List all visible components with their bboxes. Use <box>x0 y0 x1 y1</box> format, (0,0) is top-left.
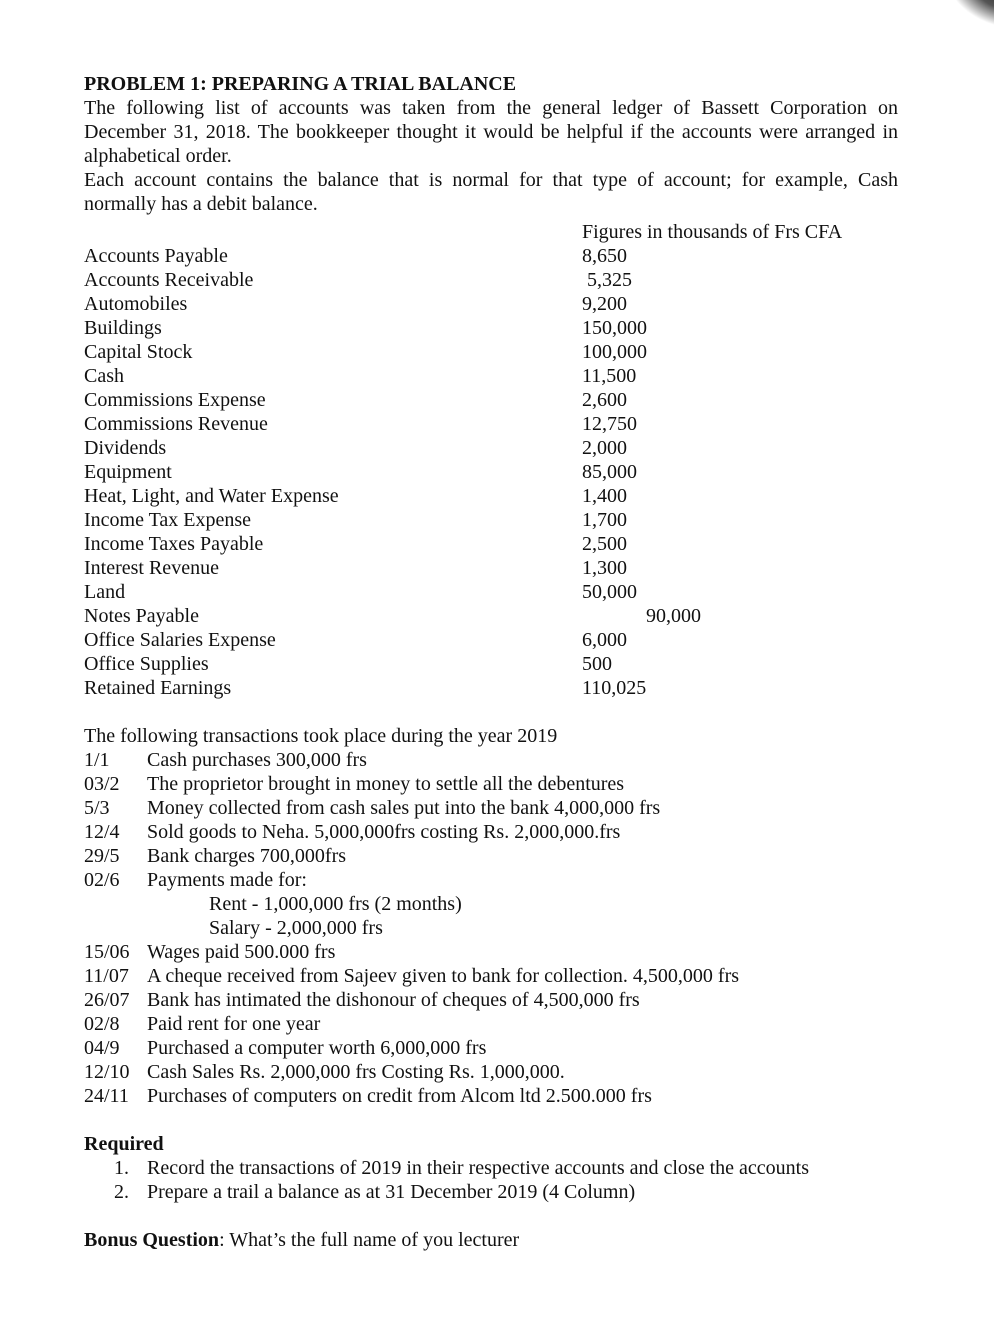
account-value: 2,000 <box>582 437 627 459</box>
transaction-description: Payments made for: <box>147 869 307 891</box>
account-value: 1,300 <box>582 557 627 579</box>
transaction-date: 12/10 <box>84 1061 130 1083</box>
transaction-date: 04/9 <box>84 1037 120 1059</box>
intro-paragraph-1: The following list of accounts was taken from the general ledger of Bassett Corporation on December 31, 2018. The bookkeeper thought it would be helpful if the accounts were arranged in alphabetical order. <box>84 97 898 167</box>
transaction-row <box>84 796 898 820</box>
transaction-date: 02/6 <box>84 869 120 891</box>
transaction-date: 24/11 <box>84 1085 129 1107</box>
transaction-row <box>84 964 898 988</box>
transaction-description: Sold goods to Neha. 5,000,000frs costing Rs. 2,000,000.frs <box>147 821 621 843</box>
account-value: 50,000 <box>582 581 637 603</box>
transaction-description: Wages paid 500.000 frs <box>147 941 336 963</box>
account-row <box>84 556 898 580</box>
account-value: 1,700 <box>582 509 627 531</box>
account-row <box>84 508 898 532</box>
transaction-date: 02/8 <box>84 1013 120 1035</box>
transactions-section <box>84 724 898 1108</box>
required-item-number: 1. <box>114 1157 129 1179</box>
transactions-intro <box>84 724 898 748</box>
account-row <box>84 484 898 508</box>
account-name: Income Taxes Payable <box>84 533 264 555</box>
required-item <box>84 1180 898 1204</box>
required-item <box>84 1156 898 1180</box>
transaction-description: The proprietor brought in money to settle all the debentures <box>147 773 625 795</box>
transaction-description: Paid rent for one year <box>147 1013 321 1035</box>
transaction-description: Cash Sales Rs. 2,000,000 frs Costing Rs. 1,000,000. <box>147 1061 565 1083</box>
account-name: Retained Earnings <box>84 677 232 699</box>
account-value: 500 <box>582 653 612 675</box>
account-name: Dividends <box>84 437 167 459</box>
account-name: Office Supplies <box>84 653 209 675</box>
payment-detail-row <box>84 916 898 940</box>
transaction-description: Bank charges 700,000frs <box>147 845 347 867</box>
account-name: Capital Stock <box>84 341 193 363</box>
payment-detail: Salary - 2,000,000 frs <box>209 917 383 939</box>
document-page <box>84 72 898 1252</box>
account-row <box>84 628 898 652</box>
transaction-row <box>84 940 898 964</box>
account-row <box>84 676 898 700</box>
bonus-text: : What’s the full name of you lecturer <box>219 1229 520 1251</box>
transaction-date: 03/2 <box>84 773 120 795</box>
payment-detail-row <box>84 892 898 916</box>
account-name: Heat, Light, and Water Expense <box>84 485 339 507</box>
transaction-date: 1/1 <box>84 749 110 771</box>
account-name: Commissions Revenue <box>84 413 268 435</box>
account-row <box>84 412 898 436</box>
account-row <box>84 652 898 676</box>
figures-header: Figures in thousands of Frs CFA <box>582 221 843 243</box>
account-value: 8,650 <box>582 245 627 267</box>
account-value: 2,500 <box>582 533 627 555</box>
transaction-description: Bank has intimated the dishonour of cheques of 4,500,000 frs <box>147 989 640 1011</box>
account-row <box>84 292 898 316</box>
transaction-description: Purchases of computers on credit from Alcom ltd 2.500.000 frs <box>147 1085 652 1107</box>
bonus-label: Bonus Question <box>84 1229 220 1251</box>
account-row <box>84 580 898 604</box>
account-name: Accounts Receivable <box>84 269 254 291</box>
account-value: 11,500 <box>582 365 637 387</box>
required-item-text: Record the transactions of 2019 in their respective accounts and close the accounts <box>147 1157 809 1179</box>
account-row <box>84 316 898 340</box>
bonus-question <box>84 1228 898 1252</box>
account-row <box>84 268 898 292</box>
page-corner-shadow <box>936 0 994 32</box>
transaction-description: A cheque received from Sajeev given to bank for collection. 4,500,000 frs <box>147 965 740 987</box>
account-name: Cash <box>84 365 124 387</box>
account-value: 5,325 <box>587 269 632 291</box>
transaction-description: Cash purchases 300,000 frs <box>147 749 367 771</box>
account-value: 12,750 <box>582 413 637 435</box>
required-item-text: Prepare a trail a balance as at 31 December 2019 (4 Column) <box>147 1181 636 1203</box>
account-name: Interest Revenue <box>84 557 219 579</box>
account-name: Commissions Expense <box>84 389 266 411</box>
account-row <box>84 364 898 388</box>
transaction-description: Purchased a computer worth 6,000,000 frs <box>147 1037 487 1059</box>
problem-title: PROBLEM 1: PREPARING A TRIAL BALANCE <box>84 73 517 95</box>
account-name: Income Tax Expense <box>84 509 252 531</box>
transaction-row <box>84 868 898 892</box>
required-item-number: 2. <box>114 1181 129 1203</box>
accounts-list <box>84 220 898 700</box>
transactions-intro-text: The following transactions took place during the year 2019 <box>84 725 558 747</box>
account-row <box>84 460 898 484</box>
account-name: Notes Payable <box>84 605 199 627</box>
transaction-description: Money collected from cash sales put into the bank 4,000,000 frs <box>147 797 661 819</box>
account-row <box>84 532 898 556</box>
account-value: 90,000 <box>646 605 701 627</box>
transaction-row <box>84 988 898 1012</box>
account-name: Office Salaries Expense <box>84 629 276 651</box>
transaction-row <box>84 1036 898 1060</box>
transaction-date: 5/3 <box>84 797 110 819</box>
required-section <box>84 1132 898 1204</box>
account-value: 2,600 <box>582 389 627 411</box>
account-row <box>84 340 898 364</box>
transaction-row <box>84 1012 898 1036</box>
transaction-row <box>84 820 898 844</box>
transaction-date: 29/5 <box>84 845 120 867</box>
required-title: Required <box>84 1133 164 1155</box>
transaction-row <box>84 748 898 772</box>
account-name: Equipment <box>84 461 172 483</box>
account-value: 85,000 <box>582 461 637 483</box>
account-name: Accounts Payable <box>84 245 228 267</box>
account-name: Automobiles <box>84 293 188 315</box>
account-row <box>84 244 898 268</box>
payment-detail: Rent - 1,000,000 frs (2 months) <box>209 893 462 915</box>
account-value: 9,200 <box>582 293 627 315</box>
account-row <box>84 388 898 412</box>
transaction-row <box>84 1060 898 1084</box>
account-value: 150,000 <box>582 317 647 339</box>
transaction-row <box>84 772 898 796</box>
transaction-row <box>84 844 898 868</box>
transaction-date: 11/07 <box>84 965 129 987</box>
account-value: 6,000 <box>582 629 627 651</box>
account-name: Buildings <box>84 317 162 339</box>
account-value: 100,000 <box>582 341 647 363</box>
account-row <box>84 604 898 628</box>
transaction-date: 26/07 <box>84 989 130 1011</box>
transaction-row <box>84 1084 898 1108</box>
account-value: 110,025 <box>582 677 647 699</box>
account-name: Land <box>84 581 126 603</box>
account-value: 1,400 <box>582 485 627 507</box>
account-row <box>84 436 898 460</box>
intro-paragraph-2: Each account contains the balance that is normal for that type of account; for example, Cash normally has a debit balance. <box>84 169 898 215</box>
transaction-date: 15/06 <box>84 941 130 963</box>
transaction-date: 12/4 <box>84 821 120 843</box>
accounts-header-row <box>84 220 898 244</box>
